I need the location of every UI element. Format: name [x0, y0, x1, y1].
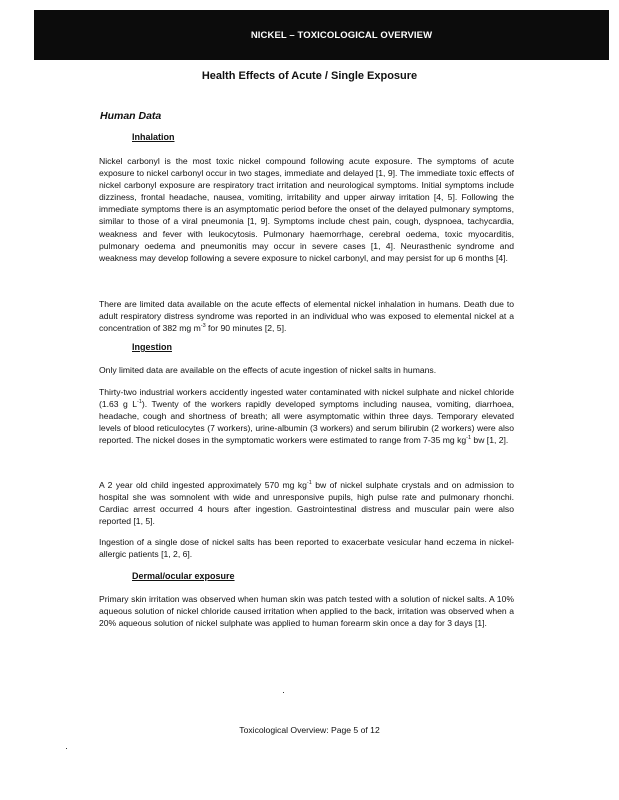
section-title-human-data: Human Data: [100, 110, 162, 122]
scan-speck: [283, 692, 284, 693]
paragraph-text: A 2 year old child ingested approximately 570 mg kg: [99, 480, 307, 490]
document-header-bar: [34, 10, 609, 60]
subheading-dermal-ocular: Dermal/ocular exposure: [132, 571, 235, 581]
superscript: -1: [466, 435, 472, 442]
paragraph-ingestion-workers: [99, 386, 514, 446]
paragraph-inhalation-elemental-nickel: [99, 298, 514, 334]
paragraph-text: for 90 minutes [2, 5].: [205, 323, 287, 334]
paragraph-text: There are limited data available on the acute effects of elemental nickel inhalation in humans. Death due to adult respiratory distress syndrome was reported in an individual who was exposed to elemental nickel at a concentration of 382 mg m: [99, 299, 514, 334]
paragraph-text: bw [1, 2].: [471, 435, 509, 446]
document-header-title: NICKEL – TOXICOLOGICAL OVERVIEW: [250, 29, 433, 41]
paragraph-ingestion-intro: Only limited data are available on the effects of acute ingestion of nickel salts in humans.: [99, 365, 437, 375]
paragraph-text: Thirty-two industrial workers accidently ingested water contaminated with nickel sulphate and nickel chloride (1.63 g L: [99, 387, 514, 410]
scan-speck: [66, 748, 67, 749]
page-title: Health Effects of Acute / Single Exposure: [201, 70, 418, 82]
page-footer: Toxicological Overview: Page 5 of 12: [239, 725, 380, 735]
paragraph-ingestion-child: [99, 479, 514, 527]
subheading-inhalation: Inhalation: [132, 132, 175, 142]
paragraph-text: ). Twenty of the workers rapidly developed symptoms including nausea, vomiting, diarrhoea, headache, cough and shortness of breath; all were asymptomatic within three days. Temporary elevated levels of blood reticulocytes (7 workers), urine-albumin (3 workers) and serum bilirubin (2 workers) were also reported. The nickel doses in the symptomatic workers were estimated to range from 7-35 mg kg: [99, 399, 515, 446]
paragraph-text: bw of nickel sulphate crystals and on admission to hospital she was somnolent with wide and unresponsive pupils, high pulse rate and pulmonary rhonchi. Cardiac arrest occurred 4 hours after ingestion. Gastrointestinal distress and muscular pain were also reported [1, 5].: [99, 480, 514, 527]
paragraph-ingestion-eczema: Ingestion of a single dose of nickel salts has been reported to exacerbate vesicular hand eczema in nickel-allergic patients [1, 2, 6].: [99, 537, 514, 560]
superscript: -3: [200, 323, 206, 330]
paragraph-dermal-irritation: Primary skin irritation was observed when human skin was patch tested with a solution of nickel salts. A 10% aqueous solution of nickel chloride caused irritation when applied to the back, irritation was observed when a 20% aqueous solution of nickel sulphate was applied to human forearm skin once a day for 3 days [1].: [99, 594, 514, 629]
superscript: -1: [306, 480, 312, 487]
superscript: -1: [137, 399, 142, 406]
subheading-ingestion: Ingestion: [132, 342, 172, 352]
paragraph-inhalation-nickel-carbonyl: Nickel carbonyl is the most toxic nickel compound following acute exposure. The symptoms of acute exposure to nickel carbonyl occur in two stages, immediate and delayed [1, 9]. The immediate toxic effects of nickel carbonyl exposure are respiratory tract irritation and neurological symptoms. Initial symptoms include dizziness, frontal headache, nausea, vomiting, irritability and upper airway irritation [4, 5]. Following the immediate symptoms there is an asymptomatic period before the onset of the delayed pulmonary symptoms, similar to those of a viral pneumonia [1, 9]. Symptoms include chest pain, cough, dyspnoea, tachycardia, weakness and fever with leukocytosis. Pulmonary haemorrhage, cerebral oedema, toxic myocarditis, pulmonary oedema and pneumonitis may occur in severe cases [1, 4]. Neurasthenic syndrome and weakness may develop following a severe exposure to nickel carbonyl, and may persist for up 6 months [4].: [99, 156, 514, 263]
